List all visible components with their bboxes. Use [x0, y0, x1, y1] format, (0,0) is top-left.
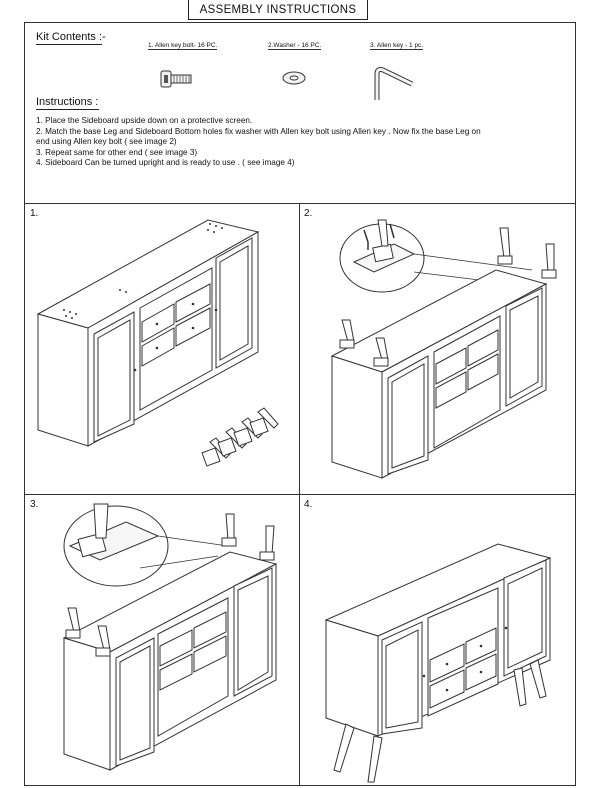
kit-item-washer — [268, 42, 321, 49]
divider-middle — [24, 494, 576, 495]
instruction-step-2-cont: end using Allen key bolt ( see image 2) — [36, 137, 177, 146]
instruction-step-4: 4. Sideboard Can be turned upright and is ready to use . ( see image 4) — [36, 158, 295, 167]
divider-top — [24, 203, 576, 204]
panel-number-2: 2. — [304, 208, 313, 219]
step-4-illustration — [302, 500, 574, 784]
panel-number-3: 3. — [30, 499, 39, 510]
kit-item-allen-key — [370, 42, 423, 49]
kit-item-bolt — [148, 42, 217, 49]
instructions-label: Instructions : — [36, 96, 99, 108]
allen-key-icon — [370, 62, 416, 104]
panel-number-1: 1. — [30, 208, 39, 219]
step-2-illustration — [302, 210, 574, 490]
instruction-step-2: 2. Match the base Leg and Sideboard Bottom holes fix washer with Allen key bolt using Allen key . Now fix the base Leg on — [36, 126, 481, 136]
kit-item-allen-key-label: 3. Allen key - 1 pc. — [370, 42, 424, 49]
instruction-step-3: 3. Repeat same for other end ( see image 3) — [36, 147, 198, 157]
step-3-illustration — [30, 500, 296, 784]
kit-contents-underline — [36, 44, 102, 45]
panel-number-4: 4. — [304, 499, 313, 510]
divider-vertical — [299, 203, 300, 786]
instruction-step-1: 1. Place the Sideboard upside down on a protective screen. — [36, 116, 253, 125]
step-1-illustration — [30, 210, 296, 490]
page-title: ASSEMBLY INSTRUCTIONS — [188, 0, 368, 20]
kit-contents-label: Kit Contents :- — [36, 31, 106, 43]
kit-item-washer-label: 2.Washer - 16 PC. — [268, 42, 322, 49]
allen-key-bolt-icon — [160, 68, 194, 90]
instruction-steps — [36, 116, 556, 169]
kit-item-bolt-label: 1. Allen key bolt- 16 PC. — [148, 42, 218, 49]
instructions-underline — [36, 109, 99, 110]
washer-icon — [281, 70, 307, 86]
